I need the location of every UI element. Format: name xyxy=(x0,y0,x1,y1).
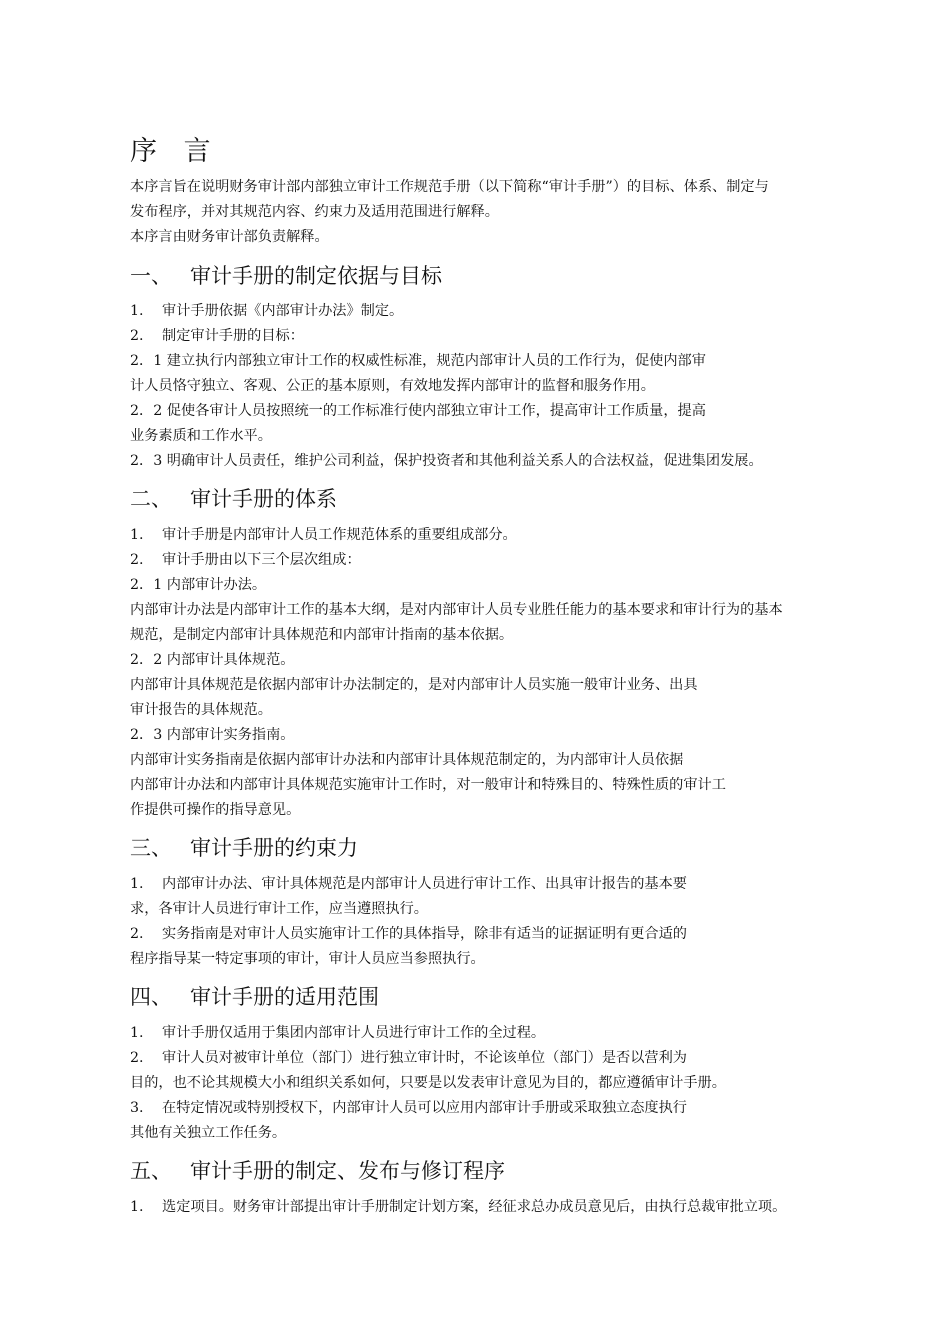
item-text: 内部审计办法、审计具体规范是内部审计人员进行审计工作、出具审计报告的基本要 xyxy=(162,876,687,892)
item-number: 1. xyxy=(130,1025,144,1041)
section-title: 审计手册的制定依据与目标 xyxy=(190,264,442,288)
item-number: 2. xyxy=(130,552,144,568)
item-text: 选定项目。财务审计部提出审计手册制定计划方案，经征求总办成员意见后，由执行总裁审批立项。 xyxy=(162,1199,787,1215)
item-text: 在特定情况或特别授权下，内部审计人员可以应用内部审计手册或采取独立态度执行 xyxy=(162,1100,687,1116)
preface-line: 本序言旨在说明财务审计部内部独立审计工作规范手册（以下简称“审计手册”）的目标、体系、制定与 xyxy=(130,179,769,195)
item-number: 2. xyxy=(130,1050,144,1066)
list-item xyxy=(130,1096,687,1121)
paragraph-line: 求，各审计人员进行审计工作，应当遵照执行。 xyxy=(130,901,428,917)
list-item xyxy=(130,324,304,349)
paragraph-line: 计人员恪守独立、客观、公正的基本原则，有效地发挥内部审计的监督和服务作用。 xyxy=(130,378,655,394)
section-title: 审计手册的制定、发布与修订程序 xyxy=(190,1159,505,1183)
item-text: 审计手册依据《内部审计办法》制定。 xyxy=(162,303,404,319)
paragraph-line: 目的，也不论其规模大小和组织关系如何，只要是以发表审计意见为目的，都应遵循审计手册。 xyxy=(130,1075,726,1091)
paragraph-line: 业务素质和工作水平。 xyxy=(130,428,272,444)
item-number: 1. xyxy=(130,1199,144,1215)
section-heading xyxy=(130,484,337,514)
section-number: 二、 xyxy=(130,487,172,511)
paragraph-line: 程序指导某一特定事项的审计，审计人员应当参照执行。 xyxy=(130,951,485,967)
section-heading xyxy=(130,982,379,1012)
paragraph-line: 内部审计实务指南是依据内部审计办法和内部审计具体规范制定的，为内部审计人员依据 xyxy=(130,752,684,768)
paragraph-line: 内部审计办法和内部审计具体规范实施审计工作时，对一般审计和特殊目的、特殊性质的审计工 xyxy=(130,777,726,793)
section-title: 审计手册的约束力 xyxy=(190,836,358,860)
list-item xyxy=(130,299,403,324)
list-item xyxy=(130,872,687,897)
item-number: 1. xyxy=(130,303,144,319)
list-item xyxy=(130,1046,687,1071)
paragraph-line: 其他有关独立工作任务。 xyxy=(130,1125,287,1141)
section-heading xyxy=(130,1156,505,1186)
preface-line: 发布程序，并对其规范内容、约束力及适用范围进行解释。 xyxy=(130,204,499,220)
paragraph-line: 2．1 建立执行内部独立审计工作的权威性标准，规范内部审计人员的工作行为，促使内部审 xyxy=(130,353,706,369)
item-text: 制定审计手册的目标： xyxy=(162,328,304,344)
item-text: 审计手册仅适用于集团内部审计人员进行审计工作的全过程。 xyxy=(162,1025,546,1041)
page-title: 序 言 xyxy=(130,136,220,167)
paragraph-line: 2．1 内部审计办法。 xyxy=(130,577,267,593)
preface-line: 本序言由财务审计部负责解释。 xyxy=(130,229,329,245)
list-item xyxy=(130,1021,545,1046)
section-heading xyxy=(130,833,358,863)
item-text: 审计手册是内部审计人员工作规范体系的重要组成部分。 xyxy=(162,527,517,543)
paragraph-line: 2．3 明确审计人员责任，维护公司利益，保护投资者和其他利益关系人的合法权益，促进集团发展。 xyxy=(130,453,763,469)
item-number: 2. xyxy=(130,926,144,942)
item-number: 2. xyxy=(130,328,144,344)
paragraph-line: 内部审计办法是内部审计工作的基本大纲，是对内部审计人员专业胜任能力的基本要求和审计行为的基本 xyxy=(130,602,783,618)
item-text: 实务指南是对审计人员实施审计工作的具体指导，除非有适当的证据证明有更合适的 xyxy=(162,926,687,942)
item-number: 1. xyxy=(130,527,144,543)
paragraph-line: 内部审计具体规范是依据内部审计办法制定的，是对内部审计人员实施一般审计业务、出具 xyxy=(130,677,698,693)
paragraph-line: 2．2 促使各审计人员按照统一的工作标准行使内部独立审计工作，提高审计工作质量，提高 xyxy=(130,403,706,419)
section-number: 五、 xyxy=(130,1159,172,1183)
list-item xyxy=(130,548,361,573)
section-title: 审计手册的体系 xyxy=(190,487,337,511)
list-item xyxy=(130,922,687,947)
item-number: 1. xyxy=(130,876,144,892)
paragraph-line: 2．2 内部审计具体规范。 xyxy=(130,652,295,668)
section-title: 审计手册的适用范围 xyxy=(190,985,379,1009)
item-text: 审计人员对被审计单位（部门）进行独立审计时，不论该单位（部门）是否以营利为 xyxy=(162,1050,687,1066)
paragraph-line: 规范，是制定内部审计具体规范和内部审计指南的基本依据。 xyxy=(130,627,514,643)
item-number: 3. xyxy=(130,1100,144,1116)
item-text: 审计手册由以下三个层次组成： xyxy=(162,552,361,568)
list-item xyxy=(130,1195,786,1220)
paragraph-line: 2．3 内部审计实务指南。 xyxy=(130,727,295,743)
paragraph-line: 审计报告的具体规范。 xyxy=(130,702,272,718)
paragraph-line: 作提供可操作的指导意见。 xyxy=(130,802,301,818)
section-number: 一、 xyxy=(130,264,172,288)
section-number: 三、 xyxy=(130,836,172,860)
list-item xyxy=(130,523,517,548)
section-number: 四、 xyxy=(130,985,172,1009)
section-heading xyxy=(130,261,442,291)
